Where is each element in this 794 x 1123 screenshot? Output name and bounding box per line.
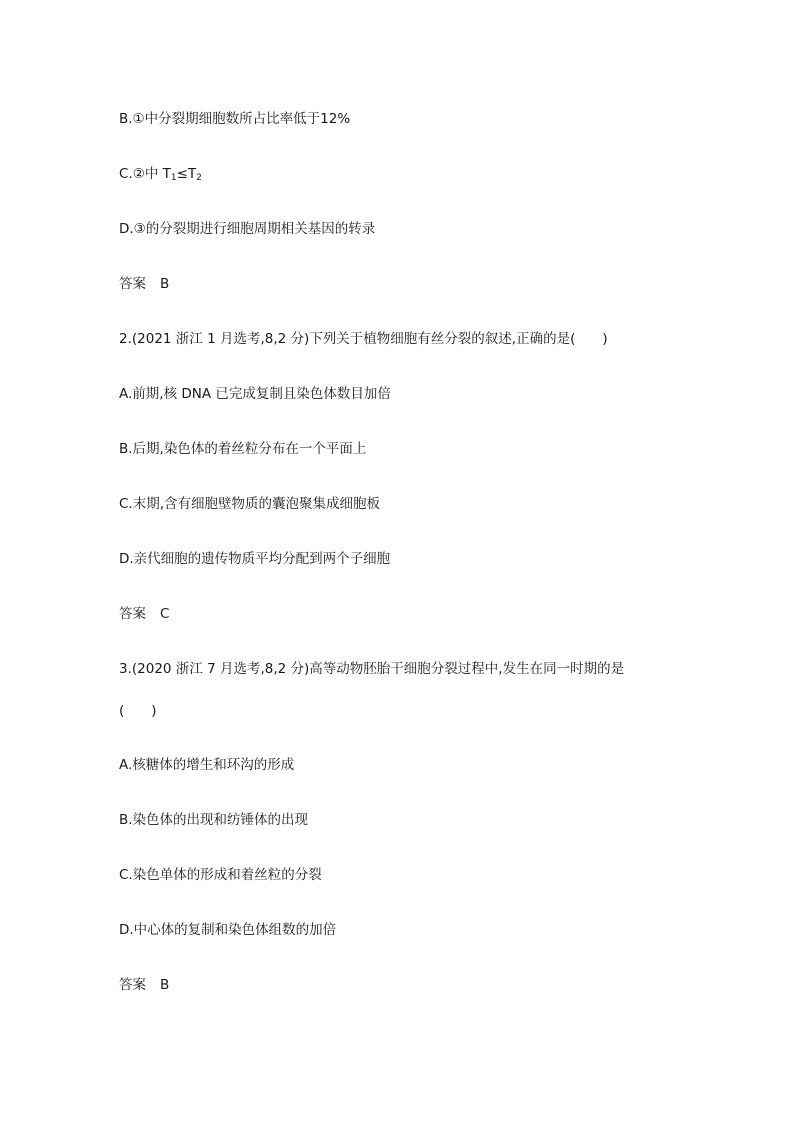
q3-option-a: A.核糖体的增生和环沟的形成 [119,757,295,773]
q2-answer-value: C [160,606,170,622]
q2-option-b: B.后期,染色体的着丝粒分布在一个平面上 [119,441,367,457]
q1-answer [119,275,169,293]
q1-option-c-mid: ≤T [176,166,197,182]
q3-stem-line1: 3.(2020 浙江 7 月选考,8,2 分)高等动物胚胎干细胞分裂过程中,发生在同一时期的是 [119,661,625,677]
q1-answer-value: B [160,276,170,292]
q2-stem: 2.(2021 浙江 1 月选考,8,2 分)下列关于植物细胞有丝分裂的叙述,正确的是( ) [119,331,608,347]
q2-option-d: D.亲代细胞的遗传物质平均分配到两个子细胞 [119,551,391,567]
q1-option-d: D.③的分裂期进行细胞周期相关基因的转录 [119,221,376,237]
q3-answer [119,976,169,994]
q1-option-c [119,165,202,183]
q3-option-d: D.中心体的复制和染色体组数的加倍 [119,922,337,938]
q1-option-c-prefix: C.②中 T [119,166,171,182]
q2-answer-label: 答案 [119,606,146,622]
q3-stem-line2: ( ) [119,703,157,719]
q2-option-c: C.末期,含有细胞壁物质的囊泡聚集成细胞板 [119,496,381,512]
q3-answer-label: 答案 [119,977,146,993]
q3-option-b: B.染色体的出现和纺锤体的出现 [119,812,309,828]
q1-option-c-sub1: 1 [170,173,177,183]
q3-answer-value: B [160,977,170,993]
q2-answer [119,605,169,623]
q1-option-c-sub2: 2 [196,173,202,183]
q1-answer-label: 答案 [119,276,146,292]
q2-option-a: A.前期,核 DNA 已完成复制且染色体数目加倍 [119,386,391,402]
q1-option-b: B.①中分裂期细胞数所占比率低于12% [119,111,351,127]
q3-option-c: C.染色单体的形成和着丝粒的分裂 [119,867,322,883]
